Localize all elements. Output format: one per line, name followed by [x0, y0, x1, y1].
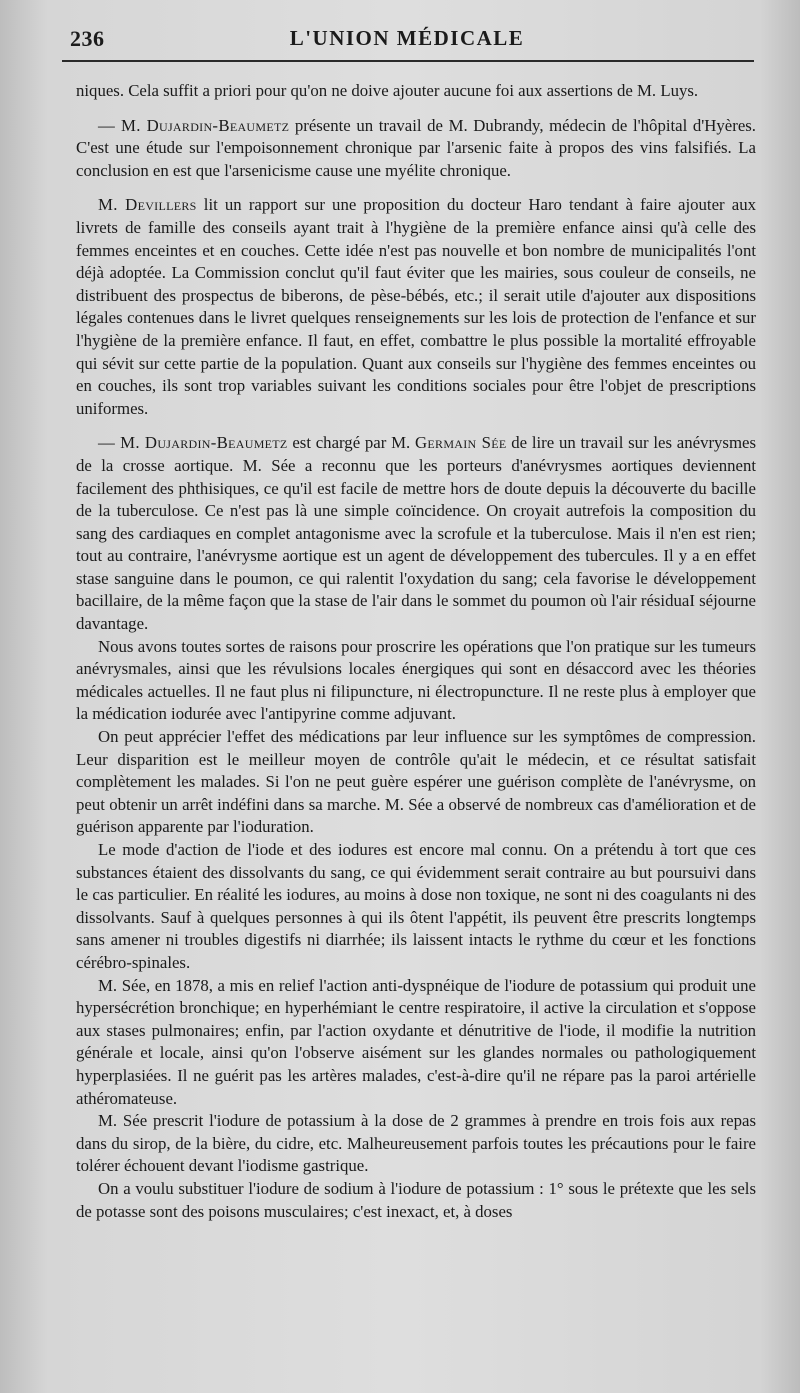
paragraph-8: M. Sée, en 1878, a mis en relief l'action anti-dyspnéique de l'iodure de potassium qui produit une hypersécrétion bronchique; en hyperhémiant le centre respiratoire, il active la circulation et s'oppose aux stases pulmonaires; enfin, par l'action oxydante et dénutritive de l'iode, il modifie la nutrition générale et locale, ainsi qu'on l'observe aisément sur les glandes normales ou pathologiquement hyperplasiées. Il ne guérit pas les artères malades, c'est-à-dire qu'il ne répare pas la paroi artérielle athéromateuse.: [76, 975, 756, 1108]
speaker-name: Germain Sée: [414, 433, 507, 453]
paragraph-4: — M. Dujardin-Beaumetz est chargé par M. Germain Sée de lire un travail sur les anévrysmes de la crosse aortique. M. Sée a reconnu que les porteurs d'anévrysmes aortiques deviennent facilement des phthisiques, ce qu'il est facile de mettre hors de doute depuis la découverte du bacille de la tuberculose. Ce n'est pas là une simple coïncidence. On croyait autrefois la composition du sang des cardiaques en complet antagonisme avec la scrofule et la tuberculose. Mais il n'en est rien; tout au contraire, l'anévrysme aortique est un agent de développement des tubercules. Il y a en effet stase sanguine dans le poumon, ce qui ralentit l'oxydation du sang; cela favorise le développement bacillaire, de la même façon que la stase de l'air dans le sommet du poumon où l'air résiduaI séjourne davantage.: [76, 433, 756, 634]
header-rule: [62, 60, 754, 62]
paragraph-10: On a voulu substituer l'iodure de sodium à l'iodure de potassium : 1° sous le prétexte que les sels de potasse sont des poisons musculaires; c'est inexact, et, à doses: [76, 1178, 756, 1221]
speaker-name: M. Devillers: [98, 195, 197, 215]
paragraph-1: niques. Cela suffit a priori pour qu'on ne doive ajouter aucune foi aux assertions de M. Luys.: [76, 81, 699, 100]
paragraph-5: Nous avons toutes sortes de raisons pour proscrire les opérations que l'on pratique sur les tumeurs anévrysmales, ainsi que les révulsions locales énergiques qui sont en désaccord avec les théories médicales actuelles. Il ne faut plus ni filipuncture, ni électropuncture. Il ne reste plus à employer que la médication iodurée avec l'antipyrine comme adjuvant.: [76, 636, 756, 724]
running-title: L'UNION MÉDICALE: [289, 26, 525, 50]
page-header: [62, 26, 752, 56]
page-number: 236: [70, 26, 105, 51]
paragraph-3: M. Devillers lit un rapport sur une proposition du docteur Haro tendant à faire ajouter aux livrets de famille des conseils ayant trait à l'hygiène de la première enfance ainsi qu'à celle des femmes enceintes et en couches. Cette idée n'est pas nouvelle et bon nombre de municipalités l'ont déjà adoptée. La Commission conclut qu'il faut éviter que les mairies, sous couleur de conseils, ne distribuent des prospectus de biberons, de pèse-bébés, etc.; il serait utile d'ajouter aux dispositions légales contenues dans le livret quelques renseignements sur les lois de protection de l'enfance et sur l'hygiène de la première enfance. Il faut, en effet, combattre le plus possible la mortalité effroyable qui sévit sur cette partie de la population. Quant aux conseils sur l'hygiène des femmes enceintes ou en couches, ils sont trop variables suivant les conditions sociales pour être l'objet de prescriptions uniformes.: [76, 195, 756, 418]
speaker-name: — M. Dujardin-Beaumetz: [98, 433, 288, 453]
paragraph-7: Le mode d'action de l'iode et des iodures est encore mal connu. On a prétendu à tort que ces substances étaient des dissolvants du sang, ce qui évidemment serait contraire au but poursuivi dans le cas particulier. En réalité les iodures, au moins à dose non toxique, ne sont ni des coagulants ni des dissolvants. Sauf à quelques personnes à qui ils ôtent l'appétit, ils peuvent être prescrits longtemps sans amener ni troubles digestifs ni diarrhée; ils laissent intacts le rythme du cœur et les fonctions cérébro-spinales.: [76, 840, 756, 972]
paragraph-2: — M. Dujardin-Beaumetz présente un travail de M. Dubrandy, médecin de l'hôpital d'Hyères. C'est une étude sur l'empoisonnement chronique par l'arsenic faite à propos des vins falsifiés. La conclusion en est que l'arsenicisme cause une myélite chronique.: [76, 115, 756, 180]
paragraph-9: M. Sée prescrit l'iodure de potassium à la dose de 2 grammes à prendre en trois fois aux repas dans du sirop, de la bière, du cidre, etc. Malheureusement parfois toutes les précautions pour le faire tolérer échouent devant l'iodisme gastrique.: [76, 1111, 756, 1176]
paragraph-6: On peut apprécier l'effet des médications par leur influence sur les symptômes de compression. Leur disparition est le meilleur moyen de contrôle qu'ait le médecin, et ce résultat satisfait complètement les malades. Si l'on ne peut guère espérer une guérison complète de l'anévrysme, on peut obtenir un arrêt indéfini dans sa marche. M. Sée a observé de nombreux cas d'amélioration et de guérison apparente par l'ioduration.: [76, 727, 756, 837]
article-body: [76, 80, 756, 1223]
speaker-name: — M. Dujardin-Beaumetz: [98, 115, 290, 135]
